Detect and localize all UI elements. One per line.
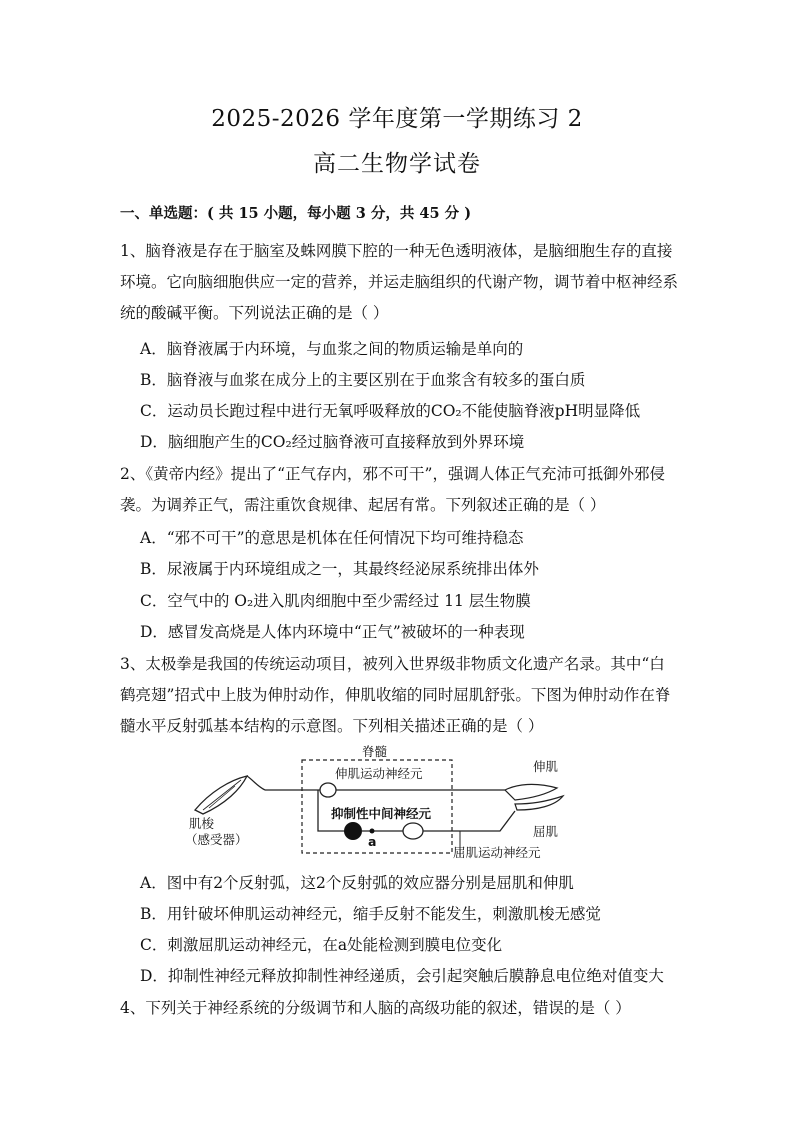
spinal-cord-label: 脊髓 [362,744,388,759]
exam-title: 2025-2026 学年度第一学期练习 2 [211,106,583,132]
question-1-option-c: C．运动员长跑过程中进行无氧呼吸释放的CO₂不能使脑脊液pH明显降低 [140,402,641,420]
question-2-stem: 2、《黄帝内经》提出了“正气存内，邪不可干”，强调人体正气充沛可抵御外邪侵袭。为调养正气，需注重饮食规律、起居有常。下列叙述正确的是（ ） [120,465,665,514]
section-heading: 一、单选题：( 共 15 小题，每小题 3 分，共 45 分 ) [120,205,472,222]
muscle-spindle-label: 肌梭 [189,816,215,831]
flexor-neuron-label: 屈肌运动神经元 [453,845,541,860]
inhibitory-neuron-label: 抑制性中间神经元 [331,806,432,821]
extensor-label: 伸肌 [533,759,559,774]
extensor-muscle-shape [505,784,557,800]
receptor-label: （感受器） [185,832,248,847]
flexor-muscle-shape [515,796,563,810]
extensor-neuron-label: 伸肌运动神经元 [335,766,423,781]
question-2-option-d: D．感冒发高烧是人体内环境中“正气”被破坏的一种表现 [140,623,525,641]
question-3-option-b: B．用针破坏伸肌运动神经元，缩手反射不能发生，刺激肌梭无感觉 [140,905,601,923]
question-1-option-a: A．脑脊液属于内环境，与血浆之间的物质运输是单向的 [140,340,524,358]
question-2-option-b: B．尿液属于内环境组成之一，其最终经泌尿系统排出体外 [140,560,539,578]
point-a-label: a [368,834,377,849]
point-a-marker [370,829,375,834]
question-1-option-b: B．脑脊液与血浆在成分上的主要区别在于血浆含有较多的蛋白质 [140,371,586,389]
question-4-stem: 4、下列关于神经系统的分级调节和人脑的高级功能的叙述，错误的是（ ） [120,999,631,1017]
question-3-option-d: D．抑制性神经元释放抑制性神经递质，会引起突触后膜静息电位绝对值变大 [140,967,664,985]
flexor-label: 屈肌 [533,824,559,839]
flexor-neuron-cell [403,823,423,839]
question-3-option-a: A．图中有2个反射弧，这2个反射弧的效应器分别是屈肌和伸肌 [140,874,574,892]
inhibitory-neuron-cell [344,822,362,840]
extensor-neuron-cell [320,783,336,797]
reflex-arc-diagram [185,744,575,862]
question-1-option-d: D．脑细胞产生的CO₂经过脑脊液可直接释放到外界环境 [140,433,525,451]
exam-subtitle: 高二生物学试卷 [313,151,481,177]
question-3-option-c: C．刺激屈肌运动神经元，在a处能检测到膜电位变化 [140,936,503,954]
question-2-option-a: A．“邪不可干”的意思是机体在任何情况下均可维持稳态 [140,529,524,547]
question-2-option-c: C．空气中的 O₂进入肌肉细胞中至少需经过 11 层生物膜 [140,592,531,610]
question-3-stem: 3、太极拳是我国的传统运动项目，被列入世界级非物质文化遗产名录。其中“白鹤亮翅”招式中上肢为伸肘动作，伸肌收缩的同时屈肌舒张。下图为伸肘动作在脊髓水平反射弧基本结构的示意图。下列相关描述正确的是（ ） [120,655,671,735]
question-1-stem: 1、脑脊液是存在于脑室及蛛网膜下腔的一种无色透明液体，是脑细胞生存的直接环境。它向脑细胞供应一定的营养，并运走脑组织的代谢产物，调节着中枢神经系统的酸碱平衡。下列说法正确的是（ ） [120,242,679,322]
